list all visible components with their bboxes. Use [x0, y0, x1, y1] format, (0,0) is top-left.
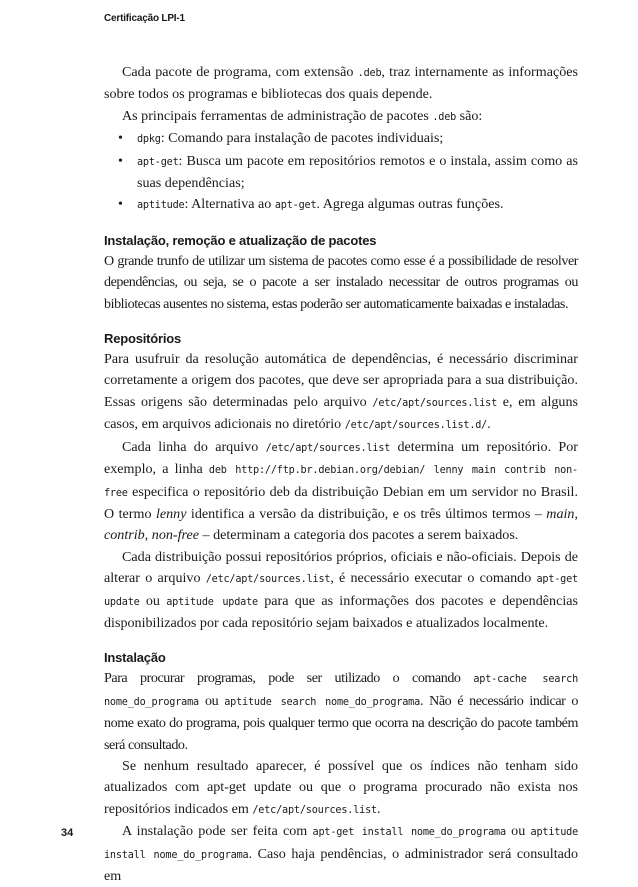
- bullet-icon: •: [118, 196, 123, 213]
- bullet-icon: •: [118, 130, 123, 147]
- page-body: [104, 62, 578, 887]
- section-3-paragraph-3: A instalação pode ser feita com apt-get install nome_do_programa ou aptitude install nome_do_programa. Caso haja pendências, o administrador será consultado em: [104, 823, 578, 884]
- intro-paragraph-1: Cada pacote de programa, com extensão .deb, traz internamente as informações sobre todos os programas e bibliotecas dos quais depende.: [104, 64, 579, 103]
- section-2-paragraph-3: Cada distribuição possui repositórios próprios, oficiais e não-oficiais. Depois de alterar o arquivo /etc/apt/sources.list, é necessário executar o comando apt-get update ou aptitude update para que as informações dos pacotes e dependências disponibilizados por cada repositório sejam baixados e atualizados localmente.: [104, 548, 578, 631]
- page-number: 34: [61, 827, 74, 839]
- section-2-paragraph-1: Para usufruir da resolução automática de dependências, é necessário discriminar corretamente a origem dos pacotes, que deve ser apropriada para a sua distribuição. Essas origens são determinadas pelo arquivo /etc/apt/sources.list e, em alguns casos, em arquivos adicionais no diretório /etc/apt/sources.list.d/.: [104, 351, 578, 433]
- tools-list: [104, 128, 578, 217]
- section-3-paragraph-2: Se nenhum resultado aparecer, é possível que os índices não tenham sido atualizados com apt-get update ou que o programa procurado não exista nos repositórios indicados em /etc/apt/sources.list.: [104, 757, 578, 817]
- list-item: • dpkg: Comando para instalação de pacotes individuais;: [104, 128, 578, 150]
- section-2-paragraph-2: Cada linha do arquivo /etc/apt/sources.list determina um repositório. Por exemplo, a linha deb http://ftp.br.debian.org/debian/ lenny main contrib non-free especifica o repositório deb da distribuição Debian em um servidor no Brasil. O termo lenny identifica a versão da distribuição, e os três últimos termos – main, contrib, non-free – determinam a categoria dos pacotes a serem baixados.: [104, 438, 578, 544]
- section-3-paragraph-1: Para procurar programas, pode ser utilizado o comando apt-cache search nome_do_programa ou aptitude search nome_do_programa. Não é necessário indicar o nome exato do programa, pois qualquer termo que ocorra na descrição do pacote também será consultado.: [104, 670, 579, 753]
- section-heading-installation: Instalação: [104, 650, 166, 666]
- bullet-icon: •: [118, 152, 123, 169]
- section-heading-install-remove-update: Instalação, remoção e atualização de pacotes: [104, 232, 377, 248]
- intro-paragraph-2: As principais ferramentas de administração de pacotes .deb são:: [122, 107, 483, 124]
- section-heading-repositories: Repositórios: [104, 331, 182, 347]
- list-item: • aptitude: Alternativa ao apt-get. Agrega algumas outras funções.: [104, 194, 578, 216]
- running-header: Certificação LPI-1: [104, 13, 185, 24]
- section-1-paragraph: O grande trunfo de utilizar um sistema de pacotes como esse é a possibilidade de resolver dependências, ou seja, se o pacote a ser instalado necessitar de outros programas ou bibliotecas ausentes no sistema, estas poderão ser automaticamente baixadas e instaladas.: [104, 252, 578, 312]
- list-item: • apt-get: Busca um pacote em repositórios remotos e o instala, assim como as suas dependências;: [118, 152, 578, 192]
